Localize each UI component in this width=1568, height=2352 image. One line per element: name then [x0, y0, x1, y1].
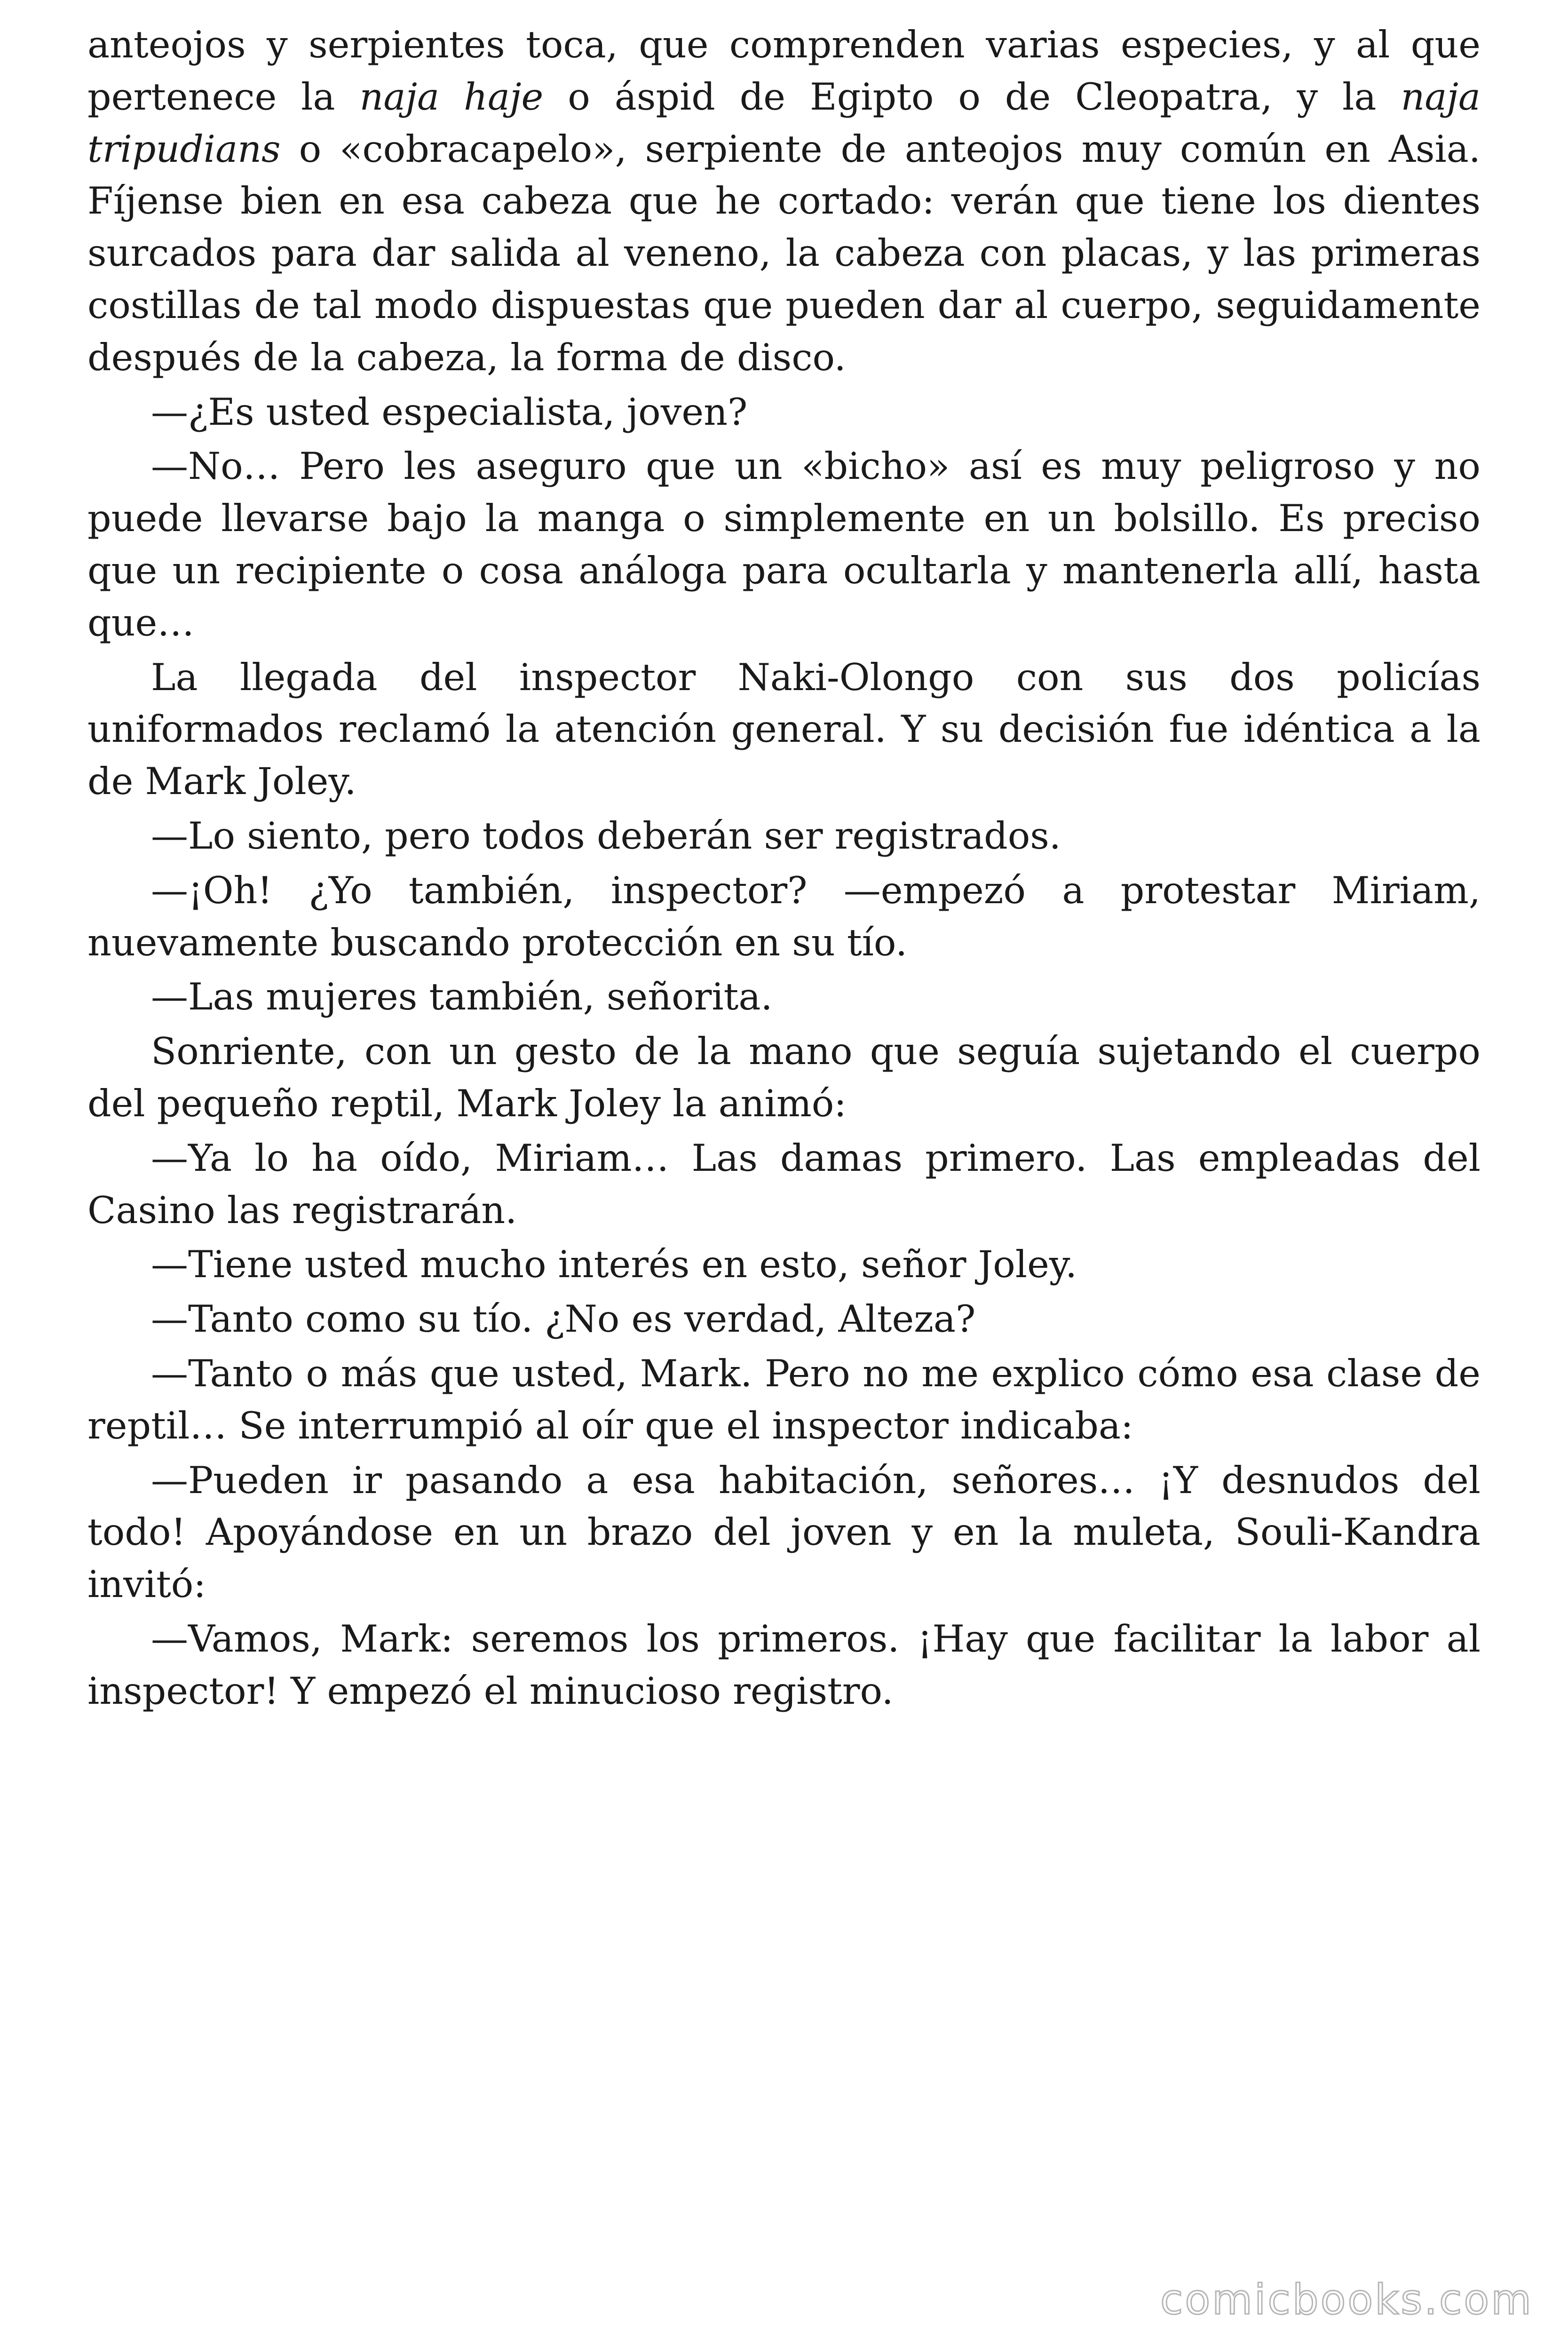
text-segment: o «cobracapelo», serpiente de anteojos muy común en Asia. Fíjense bien en esa cabeza que he cortado: verán que tiene los dientes surcados para dar salida al veneno, la cabeza con placas, y las primeras costillas de tal modo dispuestas que pueden dar al cuerpo, seguidamente después de la cabeza, la forma de disco. — [87, 127, 1481, 379]
text-segment: Sonriente, con un gesto de la mano que seguía sujetando el cuerpo del pequeño reptil, Mark Joley la animó: — [87, 1030, 1481, 1125]
paragraph — [87, 1454, 1481, 1611]
page-text — [87, 19, 1481, 1720]
italic-text: naja haje — [359, 75, 544, 119]
text-segment: —¿Es usted especialista, joven? — [151, 390, 748, 434]
text-segment: —Tanto como su tío. ¿No es verdad, Alteza? — [151, 1297, 976, 1341]
paragraph — [87, 1239, 1481, 1291]
text-segment: —Las mujeres también, señorita. — [151, 975, 773, 1019]
paragraph — [87, 1293, 1481, 1345]
text-segment: —No… Pero les aseguro que un «bicho» así es muy peligroso y no puede llevarse bajo la manga o simplemente en un bolsillo. Es preciso que un recipiente o cosa análoga para ocultarla y mantenerla allí, hasta que… — [87, 445, 1481, 644]
paragraph — [87, 1025, 1481, 1130]
text-segment: —Tanto o más que usted, Mark. Pero no me explico cómo esa clase de reptil… Se interrumpió al oír que el inspector indicaba: — [87, 1351, 1481, 1447]
text-segment: La llegada del inspector Naki-Olongo con sus dos policías uniformados reclamó la atención general. Y su decisión fue idéntica a la de Mark Joley. — [87, 655, 1481, 803]
paragraph — [87, 19, 1481, 384]
paragraph — [87, 652, 1481, 808]
text-segment: —Pueden ir pasando a esa habitación, señores… ¡Y desnudos del todo! Apoyándose en un brazo del joven y en la muleta, Souli-Kandra invitó: — [87, 1458, 1481, 1606]
text-segment: —Lo siento, pero todos deberán ser registrados. — [151, 814, 1061, 858]
text-segment: o áspid de Egipto o de Cleopatra, y la — [543, 75, 1401, 119]
paragraph — [87, 1132, 1481, 1237]
paragraph — [87, 1348, 1481, 1452]
text-segment: anteojos y serpientes toca, que comprenden varias especies, y al que pertenece la — [87, 23, 1481, 119]
paragraph — [87, 386, 1481, 438]
text-segment: —Vamos, Mark: seremos los primeros. ¡Hay que facilitar la labor al inspector! Y empezó el minucioso registro. — [87, 1617, 1481, 1713]
paragraph — [87, 865, 1481, 969]
paragraph — [87, 810, 1481, 862]
italic-text: naja tripudians — [87, 75, 1481, 171]
text-segment: —Ya lo ha oído, Miriam… Las damas primero. Las empleadas del Casino las registrarán. — [87, 1136, 1481, 1232]
text-segment: —¡Oh! ¿Yo también, inspector? —empezó a protestar Miriam, nuevamente buscando protección en su tío. — [87, 868, 1481, 964]
paragraph — [87, 971, 1481, 1023]
paragraph — [87, 1613, 1481, 1717]
text-segment: —Tiene usted mucho interés en esto, señor Joley. — [151, 1243, 1077, 1287]
paragraph — [87, 440, 1481, 649]
watermark: comicbooks.com — [1160, 2275, 1533, 2324]
